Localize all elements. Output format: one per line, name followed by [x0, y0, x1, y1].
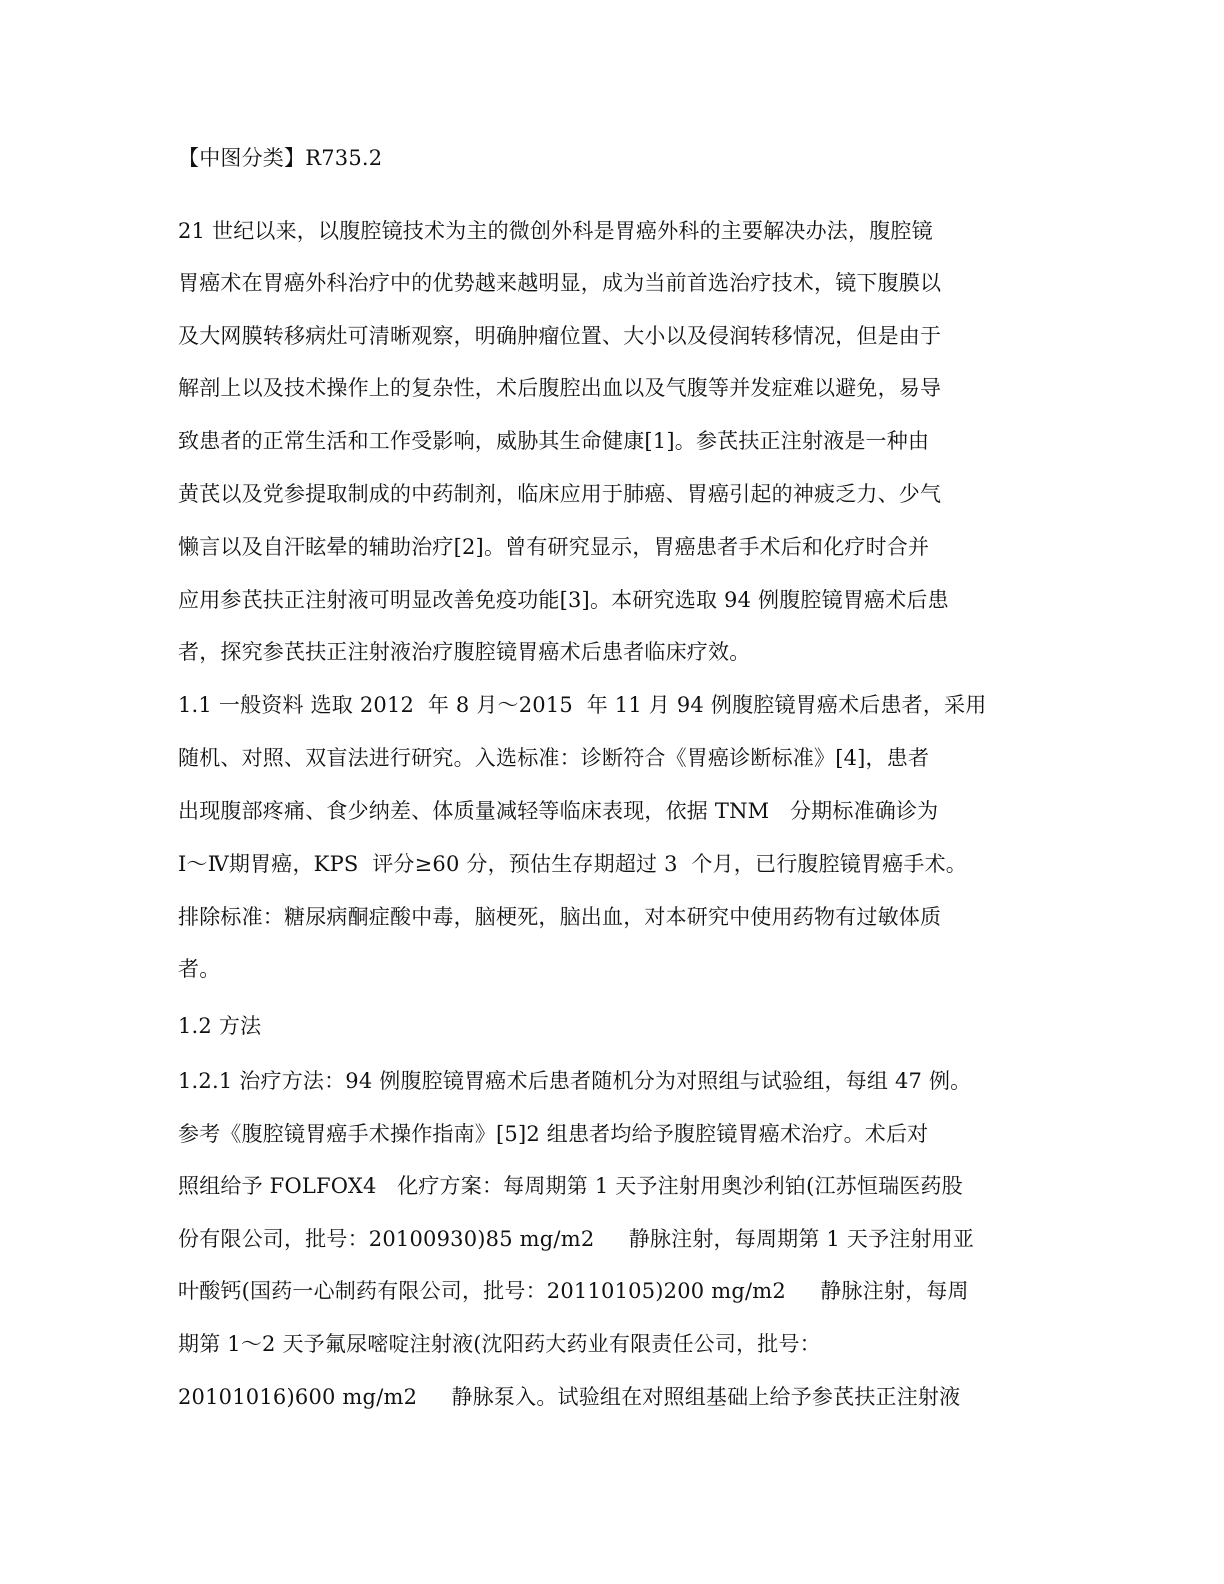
section-1-1-line-1: 1.1 一般资料 选取 2012 年 8 月～2015 年 11 月 94 例腹腔镜胃癌术后患者，采用 — [178, 693, 987, 717]
section-1-2-1-line-5: 叶酸钙(国药一心制药有限公司，批号：20110105)200 mg/m2 静脉注射，每周 — [178, 1279, 969, 1303]
section-1-1-line-4: Ⅰ～Ⅳ期胃癌，KPS 评分≥60 分，预估生存期超过 3 个月，已行腹腔镜胃癌手术。 — [178, 852, 968, 876]
section-1-2-heading: 1.2 方法 — [178, 1014, 262, 1038]
section-1-1-line-2: 随机、对照、双盲法进行研究。入选标准：诊断符合《胃癌诊断标准》[4]，患者 — [178, 746, 930, 770]
section-1-1-line-5: 排除标准：糖尿病酮症酸中毒，脑梗死，脑出血，对本研究中使用药物有过敏体质 — [178, 905, 942, 929]
paragraph-line-2: 胃癌术在胃癌外科治疗中的优势越来越明显，成为当前首选治疗技术，镜下腹膜以 — [178, 271, 942, 295]
section-1-2-1-line-4: 份有限公司，批号：20100930)85 mg/m2 静脉注射，每周期第 1 天予注射用亚 — [178, 1227, 975, 1251]
paragraph-line-3: 及大网膜转移病灶可清晰观察，明确肿瘤位置、大小以及侵润转移情况，但是由于 — [178, 324, 942, 348]
paragraph-line-7: 懒言以及自汗眩晕的辅助治疗[2]。曾有研究显示，胃癌患者手术后和化疗时合并 — [178, 535, 930, 559]
section-1-2-1-line-3: 照组给予 FOLFOX4 化疗方案：每周期第 1 天予注射用奥沙利铂(江苏恒瑞医药股 — [178, 1174, 963, 1198]
paragraph-line-9: 者，探究参芪扶正注射液治疗腹腔镜胃癌术后患者临床疗效。 — [178, 640, 751, 664]
paragraph-line-4: 解剖上以及技术操作上的复杂性，术后腹腔出血以及气腹等并发症难以避免，易导 — [178, 376, 942, 400]
paragraph-line-5: 致患者的正常生活和工作受影响，威胁其生命健康[1]。参芪扶正注射液是一种由 — [178, 429, 930, 453]
section-1-1-line-6: 者。 — [178, 957, 221, 981]
classification-line: 【中图分类】R735.2 — [178, 146, 383, 170]
paragraph-line-8: 应用参芪扶正注射液可明显改善免疫功能[3]。本研究选取 94 例腹腔镜胃癌术后患 — [178, 588, 949, 612]
paragraph-line-1: 21 世纪以来，以腹腔镜技术为主的微创外科是胃癌外科的主要解决办法，腹腔镜 — [178, 219, 933, 243]
paragraph-line-6: 黄芪以及党参提取制成的中药制剂，临床应用于肺癌、胃癌引起的神疲乏力、少气 — [178, 482, 942, 506]
section-1-2-1-line-2: 参考《腹腔镜胃癌手术操作指南》[5]2 组患者均给予腹腔镜胃癌术治疗。术后对 — [178, 1122, 929, 1146]
section-1-1-line-3: 出现腹部疼痛、食少纳差、体质量减轻等临床表现，依据 TNM 分期标准确诊为 — [178, 799, 939, 823]
section-1-2-1-line-7: 20101016)600 mg/m2 静脉泵入。试验组在对照组基础上给予参芪扶正注射液 — [178, 1385, 961, 1409]
section-1-2-1-line-1: 1.2.1 治疗方法：94 例腹腔镜胃癌术后患者随机分为对照组与试验组，每组 47 例。 — [178, 1069, 972, 1093]
section-1-2-1-line-6: 期第 1～2 天予氟尿嘧啶注射液(沈阳药大药业有限责任公司，批号： — [178, 1332, 821, 1356]
